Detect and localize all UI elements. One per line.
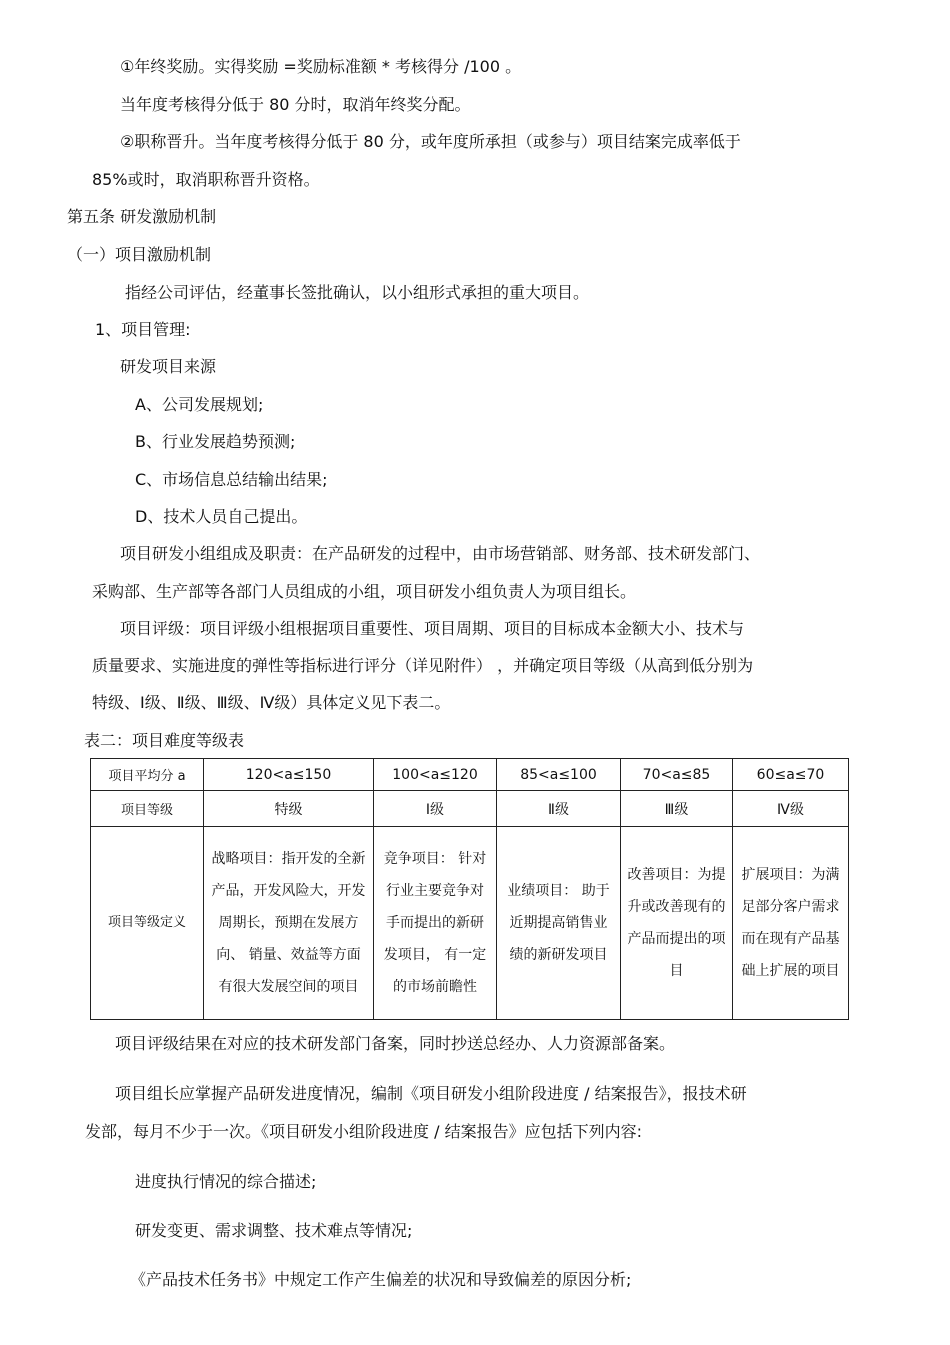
score-range-level-3: 70<a≤85	[621, 759, 733, 791]
table-caption: 表二：项目难度等级表	[84, 731, 245, 750]
paragraph-title-promotion-cont: 85%或时，取消职称晋升资格。	[92, 170, 320, 189]
paragraph-year-end-bonus: ①年终奖励。实得奖励 =奖励标准额 * 考核得分 /100 。	[120, 57, 522, 76]
paragraph-team: 项目研发小组组成及职责：在产品研发的过程中，由市场营销部、财务部、技术研发部门、	[120, 544, 761, 563]
report-content-1: 进度执行情况的综合描述;	[135, 1172, 317, 1191]
level-4: Ⅳ级	[733, 791, 849, 827]
paragraph-rating-cont1: 质量要求、实施进度的弹性等指标进行评分（详见附件） ，并确定项目等级（从高到低分别为	[92, 656, 754, 675]
level-1: Ⅰ级	[374, 791, 497, 827]
definition-level-2: 业绩项目： 助于近期提高销售业绩的新研发项目	[497, 827, 621, 1020]
score-range-level-2: 85<a≤100	[497, 759, 621, 791]
paragraph-rating: 项目评级：项目评级小组根据项目重要性、项目周期、项目的目标成本金额大小、技术与	[120, 619, 745, 638]
project-source-title: 研发项目来源	[120, 357, 217, 376]
paragraph-title-promotion: ②职称晋升。当年度考核得分低于 80 分，或年度所承担（或参与）项目结案完成率低于	[120, 132, 741, 151]
definition-special: 战略项目：指开发的全新产品，开发风险大，开发周期长，预期在发展方向、 销量、效益等方面有很大发展空间的项目	[204, 827, 374, 1020]
paragraph-report: 项目组长应掌握产品研发进度情况，编制《项目研发小组阶段进度 / 结案报告》，报技术研	[115, 1084, 747, 1103]
table-row-level	[91, 791, 849, 827]
project-source-a: A、公司发展规划;	[135, 395, 264, 414]
paragraph-team-cont: 采购部、生产部等各部门人员组成的小组，项目研发小组负责人为项目组长。	[92, 582, 637, 601]
project-source-d: D、技术人员自己提出。	[135, 507, 308, 526]
subsection-heading: （一）项目激励机制	[67, 245, 212, 264]
level-special: 特级	[204, 791, 374, 827]
score-range-level-1: 100<a≤120	[374, 759, 497, 791]
report-content-2: 研发变更、需求调整、技术难点等情况;	[135, 1221, 413, 1240]
definition-level-3: 改善项目：为提升或改善现有的产品而提出的项目	[621, 827, 733, 1020]
row-header-level: 项目等级	[91, 791, 204, 827]
table-row-definition	[91, 827, 849, 1020]
level-3: Ⅲ级	[621, 791, 733, 827]
table-row-score	[91, 759, 849, 791]
report-content-3: 《产品技术任务书》中规定工作产生偏差的状况和导致偏差的原因分析;	[130, 1270, 632, 1289]
paragraph-report-cont: 发部，每月不少于一次。《项目研发小组阶段进度 / 结案报告》应包括下列内容:	[85, 1122, 642, 1141]
row-header-average-score: 项目平均分 a	[91, 759, 204, 791]
section-heading: 第五条 研发激励机制	[67, 207, 217, 226]
row-header-definition: 项目等级定义	[91, 827, 204, 1020]
project-source-c: C、市场信息总结输出结果;	[135, 470, 328, 489]
paragraph-rating-filing: 项目评级结果在对应的技术研发部门备案，同时抄送总经办、人力资源部备案。	[115, 1034, 676, 1053]
score-range-special: 120<a≤150	[204, 759, 374, 791]
score-range-level-4: 60≤a≤70	[733, 759, 849, 791]
paragraph-rating-cont2: 特级、Ⅰ级、Ⅱ级、Ⅲ级、Ⅳ级）具体定义见下表二。	[92, 693, 451, 712]
paragraph-project-definition: 指经公司评估，经董事长签批确认，以小组形式承担的重大项目。	[125, 283, 590, 302]
paragraph-bonus-cancel: 当年度考核得分低于 80 分时，取消年终奖分配。	[120, 95, 471, 114]
project-source-b: B、行业发展趋势预测;	[135, 432, 296, 451]
difficulty-level-table	[90, 758, 849, 1020]
level-2: Ⅱ级	[497, 791, 621, 827]
item-project-management: 1、项目管理:	[95, 320, 191, 339]
definition-level-4: 扩展项目：为满足部分客户需求而在现有产品基础上扩展的项目	[733, 827, 849, 1020]
definition-level-1: 竞争项目： 针对行业主要竞争对手而提出的新研发项目， 有一定的市场前瞻性	[374, 827, 497, 1020]
